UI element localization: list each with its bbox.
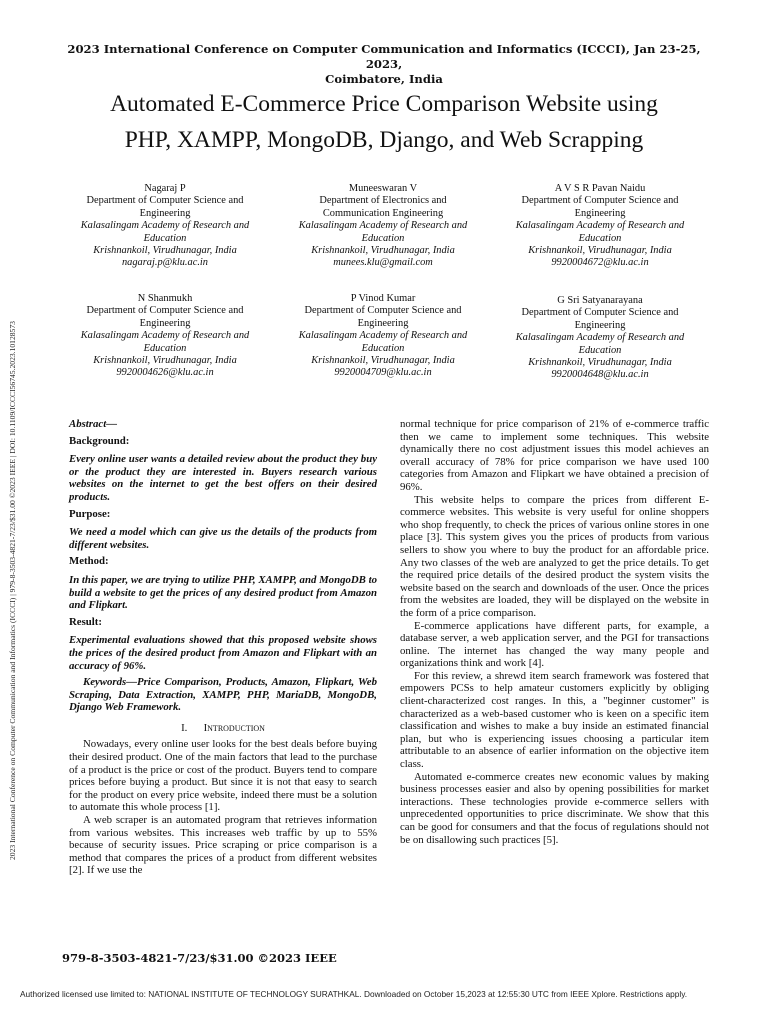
body-paragraph-3: E-commerce applications have different parts, for example, a database server, a web application server, and the PGI for transactions online. The internet has changed the way many people and organizations think and work [4]. [400,619,709,670]
author-dept: Department of Computer Science and [86,305,244,317]
section-heading-introduction [69,722,377,735]
author-email: nagaraj.p@klu.ac.in [121,257,209,269]
paper-title [40,86,728,158]
conference-line-2: Coimbatore, India [325,72,443,86]
author-block-1 [65,183,265,270]
intro-paragraph-1: Nowadays, every online user looks for the best deals before buying their desired product. One of the main factors that lead to the purchase of a product is the price or cost of the product. Buyers tend to compare prices before buying a product. But since it is not that easy to search for the product on every price website, indeed there must be a solution to automate this whole process [1]. [69,738,377,814]
right-column [400,418,709,846]
author-email: 9920004648@klu.ac.in [551,369,649,381]
title-line-2: PHP, XAMPP, MongoDB, Django, and Web Scrapping [124,127,644,153]
author-institution: Kalasalingam Academy of Research and [80,220,250,232]
author-dept: Department of Computer Science and [86,195,244,207]
result-heading: Result: [69,615,102,628]
author-name: A V S R Pavan Naidu [554,183,646,194]
author-institution: Kalasalingam Academy of Research and [298,220,468,232]
author-institution: Education [578,232,622,244]
license-notice: Authorized licensed use limited to: NATIONAL INSTITUTE OF TECHNOLOGY SURATHKAL. Downloaded on October 15,2023 at 12:55:30 UTC from IEEE Xplore. Restrictions apply. [20,989,688,999]
body-paragraph-5: Automated e-commerce creates new economic values by making business processes easier and also by opening possibilities for market interactions. These technologies provide e-commerce sellers with unprecedented opportunities to price discriminate. We show that this can be good for consumers and that the focus of regulations should not be on disallowing such practices [5]. [400,770,709,846]
author-block-4 [65,293,265,380]
author-institution: Education [143,342,187,354]
author-institution: Education [143,232,187,244]
author-dept: Department of Computer Science and [521,307,679,319]
conference-line-1: 2023 International Conference on Computer Communication and Informatics (ICCCI), Jan 23-25, 2023, [67,42,701,71]
abstract-label: Abstract— [69,418,117,430]
doi-sidebar [8,160,20,860]
title-line-1: Automated E-Commerce Price Comparison Website using [110,91,658,117]
author-email: munees.klu@gmail.com [333,257,433,269]
author-institution: Kalasalingam Academy of Research and [515,332,685,344]
author-location: Krishnankoil, Virudhunagar, India [311,355,455,367]
doi-sidebar-text: 2023 International Conference on Computer Communication and Informatics (ICCCI) | 979-8-3503-4821-7/23/$31.00 ©2023 IEEE | DOI: 10.1109/ICCCI56745.2023.10128573 [8,321,17,860]
author-email: 9920004709@klu.ac.in [334,367,432,379]
author-dept: Department of Computer Science and [304,305,462,317]
author-name: N Shanmukh [137,293,193,304]
body-paragraph-4: For this review, a shrewd item search framework was fostered that empowers PCSs to help amateur customers explicitly by obliging client-characterized cost ranges. In this, a "beginner customer" is characterized as a web-based customer who is keen on a specific item classification and wishes to make a buy inside an estimated financial plan, but who is experiencing issues choosing a particular item attributable to an absence of earlier information on the objective item class. [400,669,709,771]
section-title: Introduction [203,721,265,734]
copyright-footer: 979-8-3503-4821-7/23/$31.00 ©2023 IEEE [62,951,337,965]
body-paragraph-1: normal technique for price comparison of 21% of e-commerce traffic then we came to implement some techniques. This website dynamically there no cost adjustment issues this model achieves an overall accuracy of 78% for price comparison we have used 100 categories from Amazon and Flipkart we have obtained a precision of 96%. [400,418,709,493]
author-name: Muneeswaran V [348,183,418,194]
author-institution: Education [361,232,405,244]
author-dept: Engineering [357,317,409,329]
author-institution: Kalasalingam Academy of Research and [80,330,250,342]
method-heading: Method: [69,555,109,568]
author-location: Krishnankoil, Virudhunagar, India [528,245,672,257]
body-paragraph-2: This website helps to compare the prices from different E-commerce websites. This website is very useful for online shoppers who shop frequently, to check the prices of various online stores in one place [3]. This system gives you the prices of products from various sellers to show you where to buy the product for an affordable price. Any two classes of the web are analyzed to get the price details. To get the required price details of the desired product the system visits the website based on the search and downloads of the user. Once the prices from the websites are loaded, they will be displayed on the website in the form of a price comparison. [400,493,709,619]
author-block-2 [283,183,483,270]
author-dept: Engineering [139,207,191,219]
author-dept: Department of Electronics and [319,195,447,207]
method-text: In this paper, we are trying to utilize PHP, XAMPP, and MongoDB to build a website to get the prices of any desired product from Amazon and Flipkart. [69,573,377,612]
author-dept: Communication Engineering [322,207,444,219]
author-email: 9920004626@klu.ac.in [116,367,214,379]
author-location: Krishnankoil, Virudhunagar, India [528,357,672,369]
author-name: P Vinod Kumar [350,293,416,304]
author-name: G Sri Satyanarayana [557,295,643,306]
left-column [69,418,377,877]
author-institution: Education [578,344,622,356]
author-block-6 [500,295,700,382]
background-text: Every online user wants a detailed review about the product they buy or the product they are interested in. Buyers research various websites on the internet to get the best offers on their desired products. [69,453,377,503]
intro-paragraph-2: A web scraper is an automated program that retrieves information from various websites. This increases web traffic by up to 55% because of security issues. Price scraping or price comparison is a method that compares the prices of a product from different websites [2]. If we use the [69,814,377,877]
purpose-heading: Purpose: [69,507,111,520]
author-name: Nagaraj P [144,183,186,194]
author-location: Krishnankoil, Virudhunagar, India [93,245,237,257]
author-block-3 [500,183,700,270]
author-institution: Education [361,342,405,354]
author-location: Krishnankoil, Virudhunagar, India [93,355,237,367]
author-dept: Engineering [139,317,191,329]
author-dept: Engineering [574,319,626,331]
background-heading: Background: [69,434,130,447]
author-email: 9920004672@klu.ac.in [551,257,649,269]
author-dept: Department of Computer Science and [521,195,679,207]
author-dept: Engineering [574,207,626,219]
author-block-5 [283,293,483,380]
author-institution: Kalasalingam Academy of Research and [515,220,685,232]
section-number: I. [181,721,188,734]
conference-header [60,42,708,87]
result-text: Experimental evaluations showed that this proposed website shows the prices of the desired product from Amazon and Flipkart with an accuracy of 96%. [69,634,377,672]
author-institution: Kalasalingam Academy of Research and [298,330,468,342]
purpose-text: We need a model which can give us the details of the products from different websites. [69,526,377,551]
keywords: Keywords—Price Comparison, Products, Amazon, Flipkart, Web Scraping, Data Extraction, XAMPP, PHP, MariaDB, MongoDB, Django Web Framework. [69,676,377,714]
author-location: Krishnankoil, Virudhunagar, India [311,245,455,257]
